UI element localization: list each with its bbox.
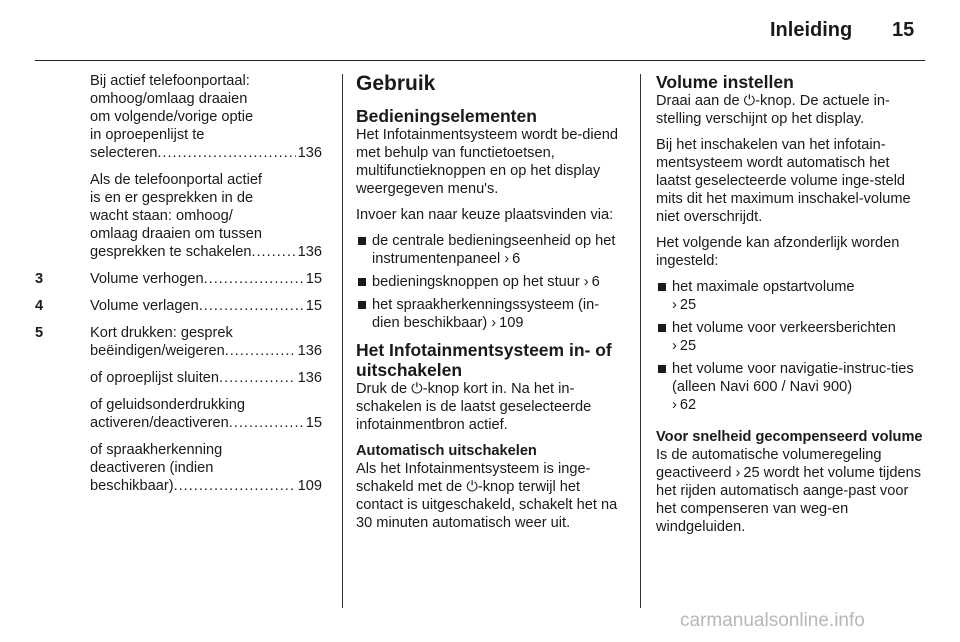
page-number: 15: [892, 19, 915, 41]
page-ref-icon: ›: [735, 465, 741, 481]
entry-line: omlaag draaien om tussen: [90, 226, 262, 242]
leader-dots: [251, 243, 295, 261]
entry-page-number[interactable]: 15: [305, 298, 322, 314]
onoff-text: Druk de ⏻-knop kort in. Na het in-schakelen is de laatst geselecteerde infotainmentbron actief.: [356, 381, 592, 433]
leader-dots: [204, 270, 304, 288]
entry-line: of spraakherkenning: [90, 442, 223, 458]
list-item: het volume voor verkeersberichten › 25: [656, 319, 926, 355]
entry-line: omhoog/omlaag draaien: [90, 91, 248, 107]
column-left: [35, 72, 327, 504]
entry-line: in oproepenlijst te: [90, 127, 205, 143]
entry-leader-line: selecteren ..... 136: [90, 144, 322, 162]
page-ref-icon: ›: [672, 338, 677, 354]
leader-dots: [229, 414, 304, 432]
leader-dots: [199, 297, 304, 315]
page-ref-icon: ›: [491, 315, 497, 331]
speed-volume-text: Is de automatische volumeregeling geactiveerd › 25 wordt het volume tijdens het rijden automatisch aange-past voor het compenseren van weg-en windgeluiden.: [656, 447, 922, 535]
entry-line: Kort drukken: gesprek: [90, 325, 233, 341]
page-ref-link[interactable]: 25: [679, 338, 697, 354]
input-intro: Invoer kan naar keuze plaatsvinden via:: [356, 207, 614, 223]
entry-page-number[interactable]: 136: [297, 343, 322, 359]
list-item: het spraakherkenningssysteem (in-dien beschikbaar) › 109: [356, 296, 624, 332]
volume-text-3: Het volgende kan afzonderlijk worden ingesteld:: [656, 235, 900, 269]
onoff-heading: Het Infotainmentsysteem in- of uitschakelen: [356, 340, 612, 380]
watermark: carmanualsonline.info: [680, 610, 865, 631]
page-ref-link[interactable]: 109: [499, 315, 524, 331]
column-divider: [640, 74, 641, 608]
entry-page-number[interactable]: 15: [305, 271, 322, 287]
power-icon: ⏻: [743, 93, 756, 109]
column-right: [656, 72, 926, 544]
volume-text: Draai aan de ⏻-knop. De actuele in-stelling verschijnt op het display.: [656, 93, 890, 127]
entry-leader-line: Volume verlagen ..... 15: [90, 297, 322, 315]
index-entry: [35, 72, 327, 162]
page-ref-link[interactable]: 25: [679, 297, 697, 313]
list-item: de centrale bedieningseenheid op het instrumentenpaneel › 6: [356, 232, 624, 268]
entry-line: wacht staan: omhoog/: [90, 208, 233, 224]
entry-leader-line: activeren/deactiveren ..... 15: [90, 414, 322, 432]
index-entry: [35, 396, 327, 432]
entry-leader-line: beëindigen/weigeren ..... 136: [90, 342, 322, 360]
section-title: Gebruik: [356, 72, 436, 95]
volume-heading: Volume instellen: [656, 72, 794, 92]
power-icon: ⏻: [411, 381, 423, 397]
entry-leader-line: gesprekken te schakelen ..... 136: [90, 243, 322, 261]
entry-leader-line: beschikbaar) ..... 109: [90, 477, 322, 495]
entry-leader-line: Volume verhogen ..... 15: [90, 270, 322, 288]
power-icon: ⏻: [466, 479, 478, 495]
page-ref-icon: ›: [672, 397, 677, 413]
volume-text-2: Bij het inschakelen van het infotain-mentsysteem wordt automatisch het laatst geselecteerde volume inge-steld mits dit het maximum inschakel-volume niet overschrijdt.: [656, 137, 911, 225]
entry-line: Bij actief telefoonportaal:: [90, 73, 250, 89]
input-list: [356, 232, 624, 332]
page-ref-link[interactable]: 25: [743, 465, 760, 481]
header-rule: [35, 60, 925, 61]
index-entry: [35, 324, 327, 360]
index-entry: [35, 171, 327, 261]
controls-text: Het Infotainmentsysteem wordt be-diend met behulp van functietoetsen, multifunctieknoppen en op het display weergegeven menu's.: [356, 127, 619, 197]
speed-volume-heading: Voor snelheid gecompenseerd volume: [656, 429, 923, 445]
list-item: het volume voor navigatie-instruc-ties (alleen Navi 600 / Navi 900) › 62: [656, 360, 926, 414]
auto-off-heading: Automatisch uitschakelen: [356, 443, 537, 459]
entry-line: Als de telefoonportal actief: [90, 172, 262, 188]
entry-number: 4: [35, 298, 44, 314]
entry-page-number[interactable]: 15: [305, 415, 322, 431]
entry-page-number[interactable]: 136: [297, 145, 322, 161]
column-middle: [356, 72, 624, 540]
leader-dots: [225, 342, 296, 360]
index-entry: [35, 270, 327, 288]
entry-page-number[interactable]: 136: [297, 244, 322, 260]
page-ref-icon: ›: [583, 274, 589, 290]
page-ref-link[interactable]: 6: [512, 251, 521, 267]
page-header: [0, 0, 960, 60]
entry-number: 3: [35, 271, 44, 287]
page-title: Inleiding: [770, 19, 853, 41]
column-divider: [342, 74, 343, 608]
entry-number: 5: [35, 325, 44, 341]
leader-dots: [157, 144, 295, 162]
index-entry: [35, 297, 327, 315]
index-entry: [35, 441, 327, 495]
index-entry: [35, 369, 327, 387]
page-ref-link[interactable]: 6: [591, 274, 600, 290]
page-ref-icon: ›: [672, 297, 677, 313]
leader-dots: [174, 477, 296, 495]
leader-dots: [219, 369, 296, 387]
entry-line: om volgende/vorige optie: [90, 109, 254, 125]
entry-leader-line: of oproeplijst sluiten ..... 136: [90, 369, 322, 387]
entry-line: of geluidsonderdrukking: [90, 397, 245, 413]
controls-heading: Bedieningselementen: [356, 106, 537, 126]
page-ref-icon: ›: [504, 251, 510, 267]
entry-page-number[interactable]: 136: [297, 370, 322, 386]
auto-off-text: Als het Infotainmentsysteem is inge-schakeld met de ⏻-knop terwijl het contact is uitgeschakeld, schakelt het na 30 minuten automatisch weer uit.: [356, 461, 618, 531]
entry-line: is en er gesprekken in de: [90, 190, 254, 206]
list-item: het maximale opstartvolume › 25: [656, 278, 926, 314]
volume-list: [656, 278, 926, 414]
page-ref-link[interactable]: 62: [679, 397, 697, 413]
entry-line: deactiveren (indien: [90, 460, 214, 476]
entry-page-number[interactable]: 109: [297, 478, 322, 494]
list-item: bedieningsknoppen op het stuur › 6: [356, 273, 624, 291]
